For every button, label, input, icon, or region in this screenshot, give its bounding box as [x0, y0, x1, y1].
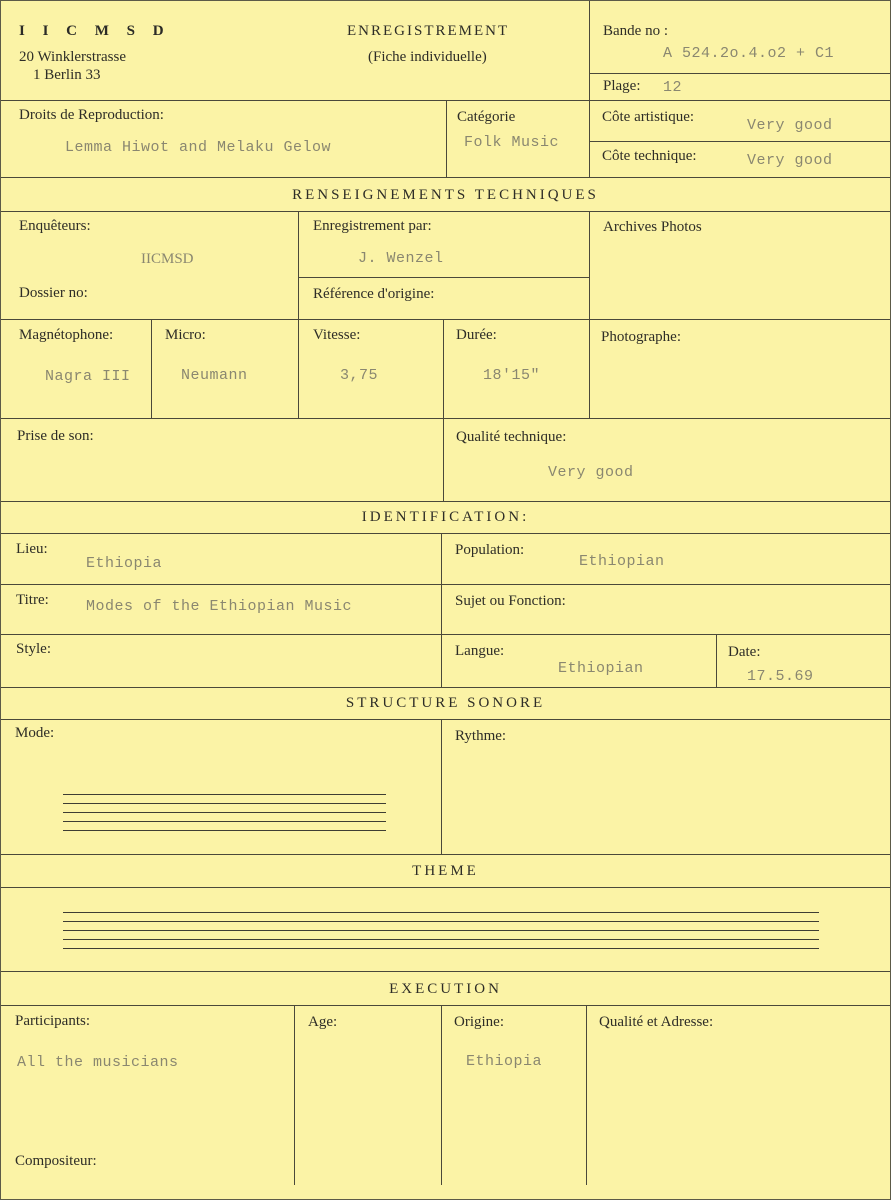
rule-ident-row1 [1, 584, 890, 585]
rule-cote [589, 141, 890, 142]
structure-heading: STRUCTURE SONORE [345, 695, 546, 711]
rule-v-date [716, 634, 717, 687]
sujet-fonction-label: Sujet ou Fonction: [455, 593, 566, 609]
rule-structure-bottom [1, 854, 890, 855]
photographe-label: Photographe: [601, 329, 681, 345]
population-value: Ethiopian [579, 553, 665, 570]
cote-artistique-label: Côte artistique: [602, 109, 695, 125]
rule-tech-bottom [1, 501, 890, 502]
vitesse-value: 3,75 [340, 367, 379, 384]
magnetophone-value: Nagra III [45, 368, 131, 385]
lieu-value: Ethiopia [86, 555, 163, 572]
identification-heading: IDENTIFICATION: [361, 509, 530, 525]
date-label: Date: [728, 644, 761, 660]
origine-value: Ethiopia [466, 1053, 543, 1070]
population-label: Population: [455, 542, 525, 558]
rule-v-tech-b [589, 211, 590, 418]
mode-label: Mode: [15, 725, 55, 741]
categorie-value: Folk Music [464, 134, 560, 151]
cote-technique-value: Very good [747, 152, 833, 169]
form-subtitle: (Fiche individuelle) [368, 49, 487, 65]
rule-theme-heading [1, 887, 890, 888]
form-title: ENREGISTREMENT [347, 23, 510, 39]
qualite-adresse-label: Qualité et Adresse: [599, 1014, 714, 1030]
plage-value: 12 [663, 79, 683, 96]
cote-artistique-value: Very good [747, 117, 833, 134]
rythme-label: Rythme: [455, 728, 507, 744]
duree-label: Durée: [456, 327, 497, 343]
rule-ident-heading [1, 533, 890, 534]
langue-label: Langue: [455, 643, 505, 659]
rule-ident-bottom [1, 687, 890, 688]
reference-label: Référence d'origine: [313, 286, 435, 302]
rule-v-header [589, 1, 590, 177]
enqueteurs-label: Enquêteurs: [19, 218, 91, 234]
dossier-label: Dossier no: [19, 285, 88, 301]
rule-v-structure [441, 719, 442, 854]
duree-value: 18'15" [483, 367, 541, 384]
enqueteurs-value: IICMSD [141, 251, 194, 267]
enregistrement-par-value: J. Wenzel [358, 250, 444, 267]
categorie-label: Catégorie [457, 109, 516, 125]
rule-rights-bottom [1, 177, 890, 178]
rule-v-origine [441, 1005, 442, 1185]
execution-heading: EXECUTION [389, 981, 502, 997]
droits-label: Droits de Reproduction: [19, 107, 164, 123]
archives-photos-label: Archives Photos [603, 219, 702, 235]
compositeur-label: Compositeur: [15, 1153, 97, 1169]
theme-heading: THEME [412, 863, 479, 879]
titre-label: Titre: [16, 592, 49, 608]
rule-v-categorie [446, 100, 447, 177]
participants-value: All the musicians [17, 1054, 179, 1071]
rule-tech-row1 [1, 319, 890, 320]
plage-label: Plage: [603, 78, 641, 94]
titre-value: Modes of the Ethiopian Music [86, 598, 353, 615]
org-name: I I C M S D [19, 23, 171, 39]
micro-label: Micro: [165, 327, 206, 343]
rule-execution-heading [1, 1005, 890, 1006]
address-line2: 1 Berlin 33 [33, 67, 101, 83]
rule-structure-heading [1, 719, 890, 720]
rule-v-age [294, 1005, 295, 1185]
rule-v-micro [151, 319, 152, 418]
date-value: 17.5.69 [747, 668, 814, 685]
magnetophone-label: Magnétophone: [19, 327, 114, 343]
prise-de-son-label: Prise de son: [17, 428, 94, 444]
enregistrement-par-label: Enregistrement par: [313, 218, 432, 234]
address-line1: 20 Winklerstrasse [19, 49, 127, 65]
rule-reference [298, 277, 589, 278]
technique-heading: RENSEIGNEMENTS TECHNIQUES [292, 187, 599, 203]
rule-v-duree [443, 319, 444, 501]
lieu-label: Lieu: [16, 541, 48, 557]
participants-label: Participants: [15, 1013, 90, 1029]
cote-technique-label: Côte technique: [602, 148, 697, 164]
langue-value: Ethiopian [558, 660, 644, 677]
rule-tech-row2 [1, 418, 890, 419]
droits-value: Lemma Hiwot and Melaku Gelow [65, 139, 332, 156]
rule-ident-row2 [1, 634, 890, 635]
qualite-technique-value: Very good [548, 464, 634, 481]
age-label: Age: [308, 1014, 338, 1030]
rule-plage [589, 73, 890, 74]
rule-v-qualite [586, 1005, 587, 1185]
rule-v-tech-a [298, 211, 299, 418]
bande-label: Bande no : [603, 23, 668, 39]
bande-value: A 524.2o.4.o2 + C1 [663, 45, 835, 62]
rule-theme-bottom [1, 971, 890, 972]
origine-label: Origine: [454, 1014, 504, 1030]
qualite-technique-label: Qualité technique: [456, 429, 567, 445]
micro-value: Neumann [181, 367, 248, 384]
rule-v-ident [441, 533, 442, 687]
rule-tech-heading [1, 211, 890, 212]
vitesse-label: Vitesse: [313, 327, 361, 343]
style-label: Style: [16, 641, 52, 657]
